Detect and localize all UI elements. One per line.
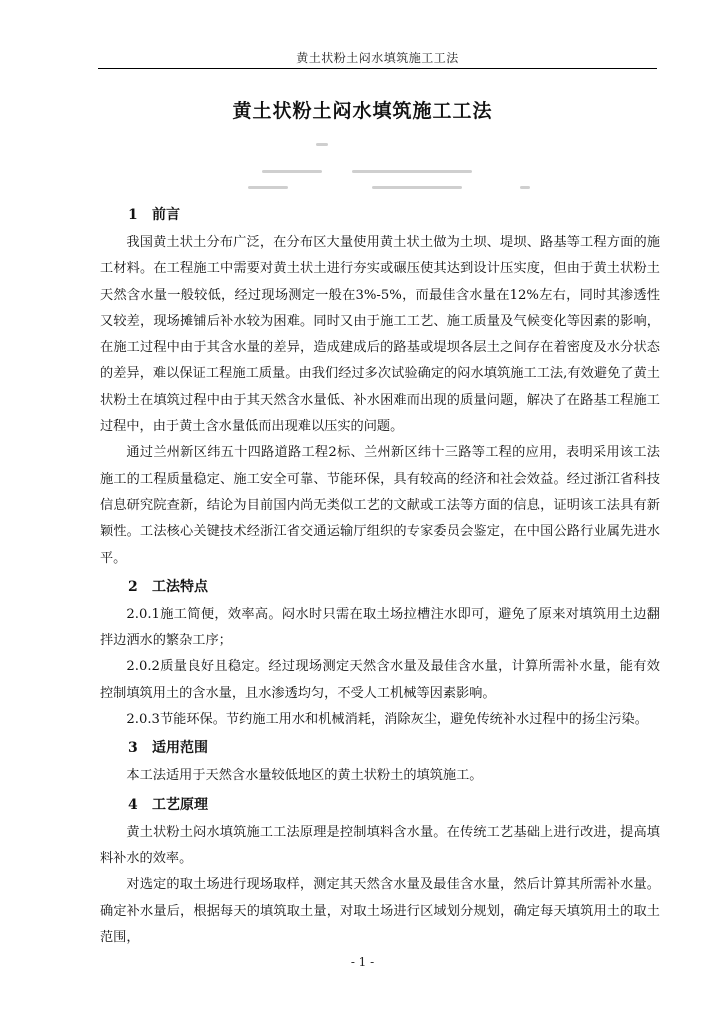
paragraph: 黄土状粉土闷水填筑施工工法原理是控制填料含水量。在传统工艺基础上进行改进，提高填料补水的效率。	[100, 824, 660, 866]
section-heading	[128, 733, 660, 763]
section-title: 适用范围	[152, 740, 208, 757]
section-number: 1	[128, 207, 138, 223]
section-number: 2	[128, 578, 138, 595]
header-rule	[98, 68, 657, 69]
scan-artifact	[520, 186, 530, 189]
section-number: 3	[128, 740, 138, 757]
section-title: 工法特点	[152, 578, 208, 595]
scan-artifact	[352, 170, 472, 173]
document-title: 黄土状粉土闷水填筑施工工法	[232, 100, 493, 122]
paragraph: 2.0.3节能环保。节约施工用水和机械消耗，消除灰尘，避免传统补水过程中的扬尘污染。	[126, 712, 648, 728]
scan-artifact	[248, 186, 288, 189]
section-heading	[128, 790, 660, 820]
section-heading	[128, 572, 660, 602]
paragraph: 2.0.2质量良好且稳定。经过现场测定天然含水量及最佳含水量，计算所需补水量，能有效控制填筑用土的含水量，且水渗透均匀，不受人工机械等因素影响。	[100, 659, 660, 701]
section-heading	[128, 200, 660, 230]
section-title: 前言	[152, 207, 180, 223]
paragraph: 2.0.1施工简便，效率高。闷水时只需在取土场拉槽注水即可，避免了原来对填筑用土边翻拌边洒水的繁杂工序；	[100, 606, 660, 649]
section-title: 工艺原理	[152, 796, 208, 813]
paragraph: 通过兰州新区纬五十四路道路工程2标、兰州新区纬十三路等工程的应用，表明采用该工法施工的工程质量稳定、施工安全可靠、节能环保，具有较高的经济和社会效益。经过浙江省科技信息研究院查新，结论为目前国内尚无类似工艺的文献或工法等方面的信息，证明该工法具有新颖性。工法核心关键技术经浙江省交通运输厅组织的专家委员会鉴定，在中国公路行业属先进水平。	[100, 445, 660, 566]
scan-artifact	[372, 186, 462, 189]
paragraph: 本工法适用于天然含水量较低地区的黄土状粉土的填筑施工。	[126, 768, 483, 784]
page-number: - 1 -	[350, 955, 375, 969]
paragraph: 对选定的取土场进行现场取样，测定其天然含水量及最佳含水量，然后计算其所需补水量。确定补水量后，根据每天的填筑取土量，对取土场进行区域划分规划，确定每天填筑用土的取土范围，	[100, 877, 660, 945]
paragraph: 我国黄土状土分布广泛，在分布区大量使用黄土状土做为土坝、堤坝、路基等工程方面的施工材料。在工程施工中需要对黄土状土进行夯实或碾压使其达到设计压实度，但由于黄土状粉土天然含水量一般较低，经过现场测定一般在3%-5%，而最佳含水量在12%左右，同时其渗透性又较差，现场摊铺后补水较为困难。同时又由于施工工艺、施工质量及气候变化等因素的影响，在施工过程中由于其含水量的差异，造成建成后的路基或堤坝各层土之间存在着密度及水分状态的差异，难以保证工程施工质量。由我们经过多次试验确定的闷水填筑施工工法,有效避免了黄土状粉土在填筑过程中由于其天然含水量低、补水困难而出现的质量问题，解决了在路基工程施工过程中，由于黄土含水量低而出现难以压实的问题。	[100, 235, 660, 435]
running-header: 黄土状粉土闷水填筑施工工法	[296, 51, 459, 65]
section-number: 4	[128, 796, 138, 813]
scan-artifact	[262, 170, 322, 173]
document-body	[100, 200, 660, 951]
scan-artifact	[316, 143, 328, 146]
